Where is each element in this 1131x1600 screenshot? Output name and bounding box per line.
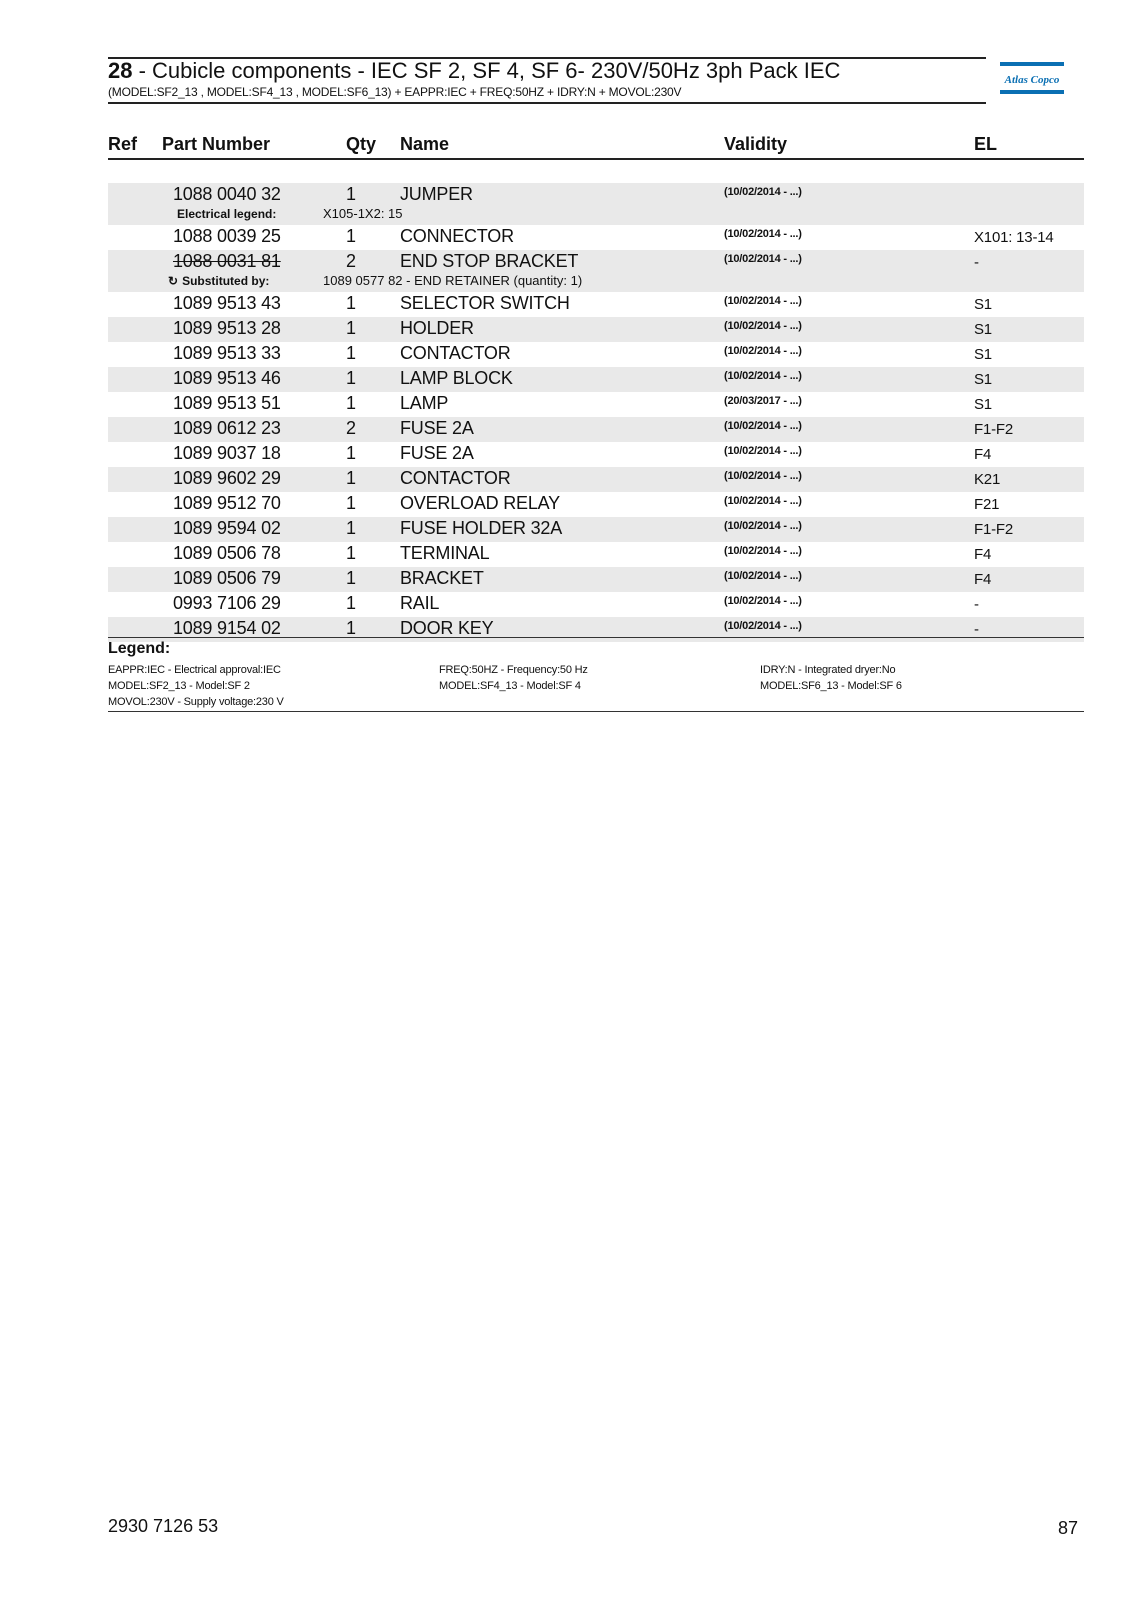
legend-desc: Integrated dryer:No xyxy=(804,664,896,676)
qty-cell: 1 xyxy=(346,343,356,363)
part-number-cell: 1089 9037 18 xyxy=(173,443,281,463)
legend-title: Legend: xyxy=(108,640,171,657)
qty-cell: 1 xyxy=(346,318,356,338)
legend-key: EAPPR:IEC xyxy=(108,664,165,676)
validity-cell: (10/02/2014 - ...) xyxy=(724,545,802,557)
name-cell: JUMPER xyxy=(400,184,473,204)
el-cell: F1-F2 xyxy=(974,421,1014,438)
name-cell: OVERLOAD RELAY xyxy=(400,493,560,513)
part-number-cell: 1089 9512 70 xyxy=(173,493,281,513)
table-row xyxy=(108,542,1084,567)
qty-cell: 1 xyxy=(346,618,356,638)
part-number-cell: 1089 9594 02 xyxy=(173,518,281,538)
name-cell: BRACKET xyxy=(400,568,484,588)
column-header-rule xyxy=(108,158,1084,160)
el-cell: - xyxy=(974,596,979,613)
qty-cell: 2 xyxy=(346,251,356,271)
validity-cell: (10/02/2014 - ...) xyxy=(724,570,802,582)
el-cell: F4 xyxy=(974,546,992,563)
qty-cell: 1 xyxy=(346,543,356,563)
table-row xyxy=(108,492,1084,517)
validity-cell: (10/02/2014 - ...) xyxy=(724,470,802,482)
validity-cell: (10/02/2014 - ...) xyxy=(724,495,802,507)
legend-desc: Frequency:50 Hz xyxy=(506,664,588,676)
table-row xyxy=(108,592,1084,617)
substituted-by-label-wrap xyxy=(168,274,269,288)
validity-cell: (10/02/2014 - ...) xyxy=(724,620,802,632)
validity-cell: (10/02/2014 - ...) xyxy=(724,420,802,432)
el-cell: S1 xyxy=(974,396,992,413)
legend-desc: Model:SF 6 xyxy=(847,680,902,692)
parts-table xyxy=(108,183,1084,642)
validity-cell: (10/02/2014 - ...) xyxy=(724,445,802,457)
table-row xyxy=(108,517,1084,542)
name-cell: DOOR KEY xyxy=(400,618,494,638)
section-title: - Cubicle components - IEC SF 2, SF 4, SF 6- 230V/50Hz 3ph Pack IEC xyxy=(132,58,841,83)
validity-cell: (10/02/2014 - ...) xyxy=(724,345,802,357)
el-cell: F4 xyxy=(974,446,992,463)
validity-cell: (10/02/2014 - ...) xyxy=(724,253,802,265)
name-cell: END STOP BRACKET xyxy=(400,251,579,271)
el-cell: S1 xyxy=(974,346,992,363)
electrical-legend-label: Electrical legend: xyxy=(177,207,277,221)
validity-cell: (10/02/2014 - ...) xyxy=(724,295,802,307)
name-cell: LAMP xyxy=(400,393,449,413)
page-subtitle: (MODEL:SF2_13 , MODEL:SF4_13 , MODEL:SF6_13) + EAPPR:IEC + FREQ:50HZ + IDRY:N + MOVOL:230V xyxy=(108,85,682,99)
name-cell: CONNECTOR xyxy=(400,226,514,246)
legend-desc: Model:SF 4 xyxy=(526,680,581,692)
table-row xyxy=(108,467,1084,492)
part-number-cell: 1089 0612 23 xyxy=(173,418,281,438)
legend-key: MODEL:SF2_13 xyxy=(108,680,187,692)
column-header-validity: Validity xyxy=(724,134,788,154)
part-number-cell: 1089 9513 43 xyxy=(173,293,281,313)
legend-item: EAPPR:IEC - Electrical approval:IEC xyxy=(108,664,281,676)
el-cell: F1-F2 xyxy=(974,521,1014,538)
section-number: 28 xyxy=(108,58,133,83)
column-header-name: Name xyxy=(400,134,450,154)
legend-bottom-rule xyxy=(108,711,1084,712)
column-header-ref: Ref xyxy=(108,134,138,154)
part-number-cell: 1089 9602 29 xyxy=(173,468,281,488)
column-header-part-number: Part Number xyxy=(162,134,271,154)
substituted-by-value: 1089 0577 82 - END RETAINER (quantity: 1) xyxy=(323,273,583,288)
legend-key: MOVOL:230V xyxy=(108,696,175,708)
validity-cell: (10/02/2014 - ...) xyxy=(724,228,802,240)
part-number-cell-superseded: 1088 0031 81 xyxy=(173,251,281,271)
header-bottom-rule xyxy=(108,102,986,104)
qty-cell: 1 xyxy=(346,368,356,388)
legend-desc: Electrical approval:IEC xyxy=(174,664,281,676)
el-cell: F21 xyxy=(974,496,1000,513)
qty-cell: 1 xyxy=(346,293,356,313)
table-row xyxy=(108,417,1084,442)
el-cell: S1 xyxy=(974,321,992,338)
part-number-cell: 1088 0039 25 xyxy=(173,226,281,246)
name-cell: FUSE 2A xyxy=(400,418,474,438)
legend-key: MODEL:SF6_13 xyxy=(760,680,839,692)
name-cell: RAIL xyxy=(400,593,440,613)
qty-cell: 2 xyxy=(346,418,356,438)
el-cell: F4 xyxy=(974,571,992,588)
el-cell: S1 xyxy=(974,296,992,313)
name-cell: FUSE HOLDER 32A xyxy=(400,518,563,538)
table-row xyxy=(108,617,1084,642)
validity-cell: (10/02/2014 - ...) xyxy=(724,370,802,382)
el-cell: K21 xyxy=(974,471,1001,488)
name-cell: CONTACTOR xyxy=(400,343,511,363)
part-number-cell: 1089 0506 79 xyxy=(173,568,281,588)
column-header-qty: Qty xyxy=(346,134,377,154)
validity-cell: (10/02/2014 - ...) xyxy=(724,320,802,332)
name-cell: LAMP BLOCK xyxy=(400,368,513,388)
name-cell: CONTACTOR xyxy=(400,468,511,488)
part-number-cell: 1089 0506 78 xyxy=(173,543,281,563)
part-number-cell: 1089 9154 02 xyxy=(173,618,281,638)
qty-cell: 1 xyxy=(346,518,356,538)
qty-cell: 1 xyxy=(346,468,356,488)
part-number-cell: 1088 0040 32 xyxy=(173,184,281,204)
table-row xyxy=(108,442,1084,467)
legend-item: MODEL:SF4_13 - Model:SF 4 xyxy=(439,680,581,692)
substitute-refresh-icon: ↻ xyxy=(168,274,179,288)
el-cell: S1 xyxy=(974,371,992,388)
legend-item: MOVOL:230V - Supply voltage:230 V xyxy=(108,696,284,708)
column-header-el: EL xyxy=(974,134,998,154)
legend-item: MODEL:SF2_13 - Model:SF 2 xyxy=(108,680,250,692)
name-cell: HOLDER xyxy=(400,318,474,338)
svg-text:Atlas Copco: Atlas Copco xyxy=(1004,74,1060,86)
table-row xyxy=(108,367,1084,392)
legend-key: FREQ:50HZ xyxy=(439,664,498,676)
qty-cell: 1 xyxy=(346,393,356,413)
qty-cell: 1 xyxy=(346,226,356,246)
table-bottom-rule xyxy=(108,637,1084,638)
part-number-cell: 0993 7106 29 xyxy=(173,593,281,613)
el-cell: - xyxy=(974,254,979,271)
table-row xyxy=(108,342,1084,367)
el-cell: - xyxy=(974,621,979,638)
qty-cell: 1 xyxy=(346,568,356,588)
name-cell: SELECTOR SWITCH xyxy=(400,293,570,313)
table-row xyxy=(108,292,1084,317)
page-number: 87 xyxy=(1058,1518,1079,1538)
legend-item: MODEL:SF6_13 - Model:SF 6 xyxy=(760,680,902,692)
table-row xyxy=(108,567,1084,592)
table-row xyxy=(108,225,1084,250)
validity-cell: (20/03/2017 - ...) xyxy=(724,395,802,407)
legend-desc: Model:SF 2 xyxy=(195,680,250,692)
validity-cell: (10/02/2014 - ...) xyxy=(724,520,802,532)
el-cell: X101: 13-14 xyxy=(974,229,1054,246)
qty-cell: 1 xyxy=(346,184,356,204)
qty-cell: 1 xyxy=(346,593,356,613)
legend-key: IDRY:N xyxy=(760,664,796,676)
validity-cell: (10/02/2014 - ...) xyxy=(724,595,802,607)
electrical-legend-value: X105-1X2: 15 xyxy=(323,206,403,221)
validity-cell: (10/02/2014 - ...) xyxy=(724,186,802,198)
qty-cell: 1 xyxy=(346,443,356,463)
part-number-cell: 1089 9513 51 xyxy=(173,393,281,413)
atlas-copco-logo xyxy=(1000,62,1064,94)
name-cell: TERMINAL xyxy=(400,543,490,563)
qty-cell: 1 xyxy=(346,493,356,513)
name-cell: FUSE 2A xyxy=(400,443,474,463)
document-number: 2930 7126 53 xyxy=(108,1516,219,1536)
table-row xyxy=(108,392,1084,417)
table-row xyxy=(108,183,1084,225)
part-number-cell: 1089 9513 46 xyxy=(173,368,281,388)
legend-item: IDRY:N - Integrated dryer:No xyxy=(760,664,896,676)
legend-key: MODEL:SF4_13 xyxy=(439,680,518,692)
part-number-cell: 1089 9513 28 xyxy=(173,318,281,338)
table-row xyxy=(108,250,1084,292)
legend-item: FREQ:50HZ - Frequency:50 Hz xyxy=(439,664,588,676)
substituted-by-label: Substituted by: xyxy=(182,274,270,288)
table-row xyxy=(108,317,1084,342)
part-number-cell: 1089 9513 33 xyxy=(173,343,281,363)
legend-desc: Supply voltage:230 V xyxy=(183,696,284,708)
page-title xyxy=(108,58,840,84)
